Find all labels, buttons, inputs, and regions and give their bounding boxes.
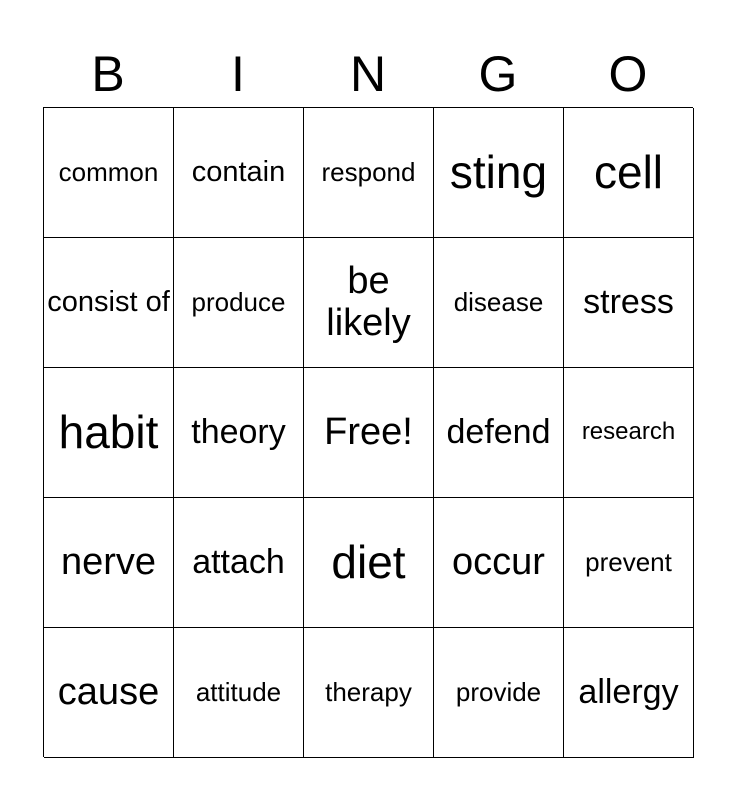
header-letter-b: B [91, 46, 125, 102]
bingo-cell-research[interactable]: research [564, 368, 694, 498]
bingo-cell-theory[interactable]: theory [174, 368, 304, 498]
bingo-cell-nerve[interactable]: nerve [44, 498, 174, 628]
bingo-header [43, 40, 693, 108]
bingo-cell-occur[interactable]: occur [434, 498, 564, 628]
bingo-cell-common[interactable]: common [44, 108, 174, 238]
header-letter-i: I [231, 46, 245, 102]
bingo-cell-habit[interactable]: habit [44, 368, 174, 498]
bingo-cell-be-likely[interactable]: be likely [304, 238, 434, 368]
bingo-cell-cell[interactable]: cell [564, 108, 694, 238]
bingo-cell-produce[interactable]: produce [174, 238, 304, 368]
bingo-cell-diet[interactable]: diet [304, 498, 434, 628]
header-letter-n: N [349, 46, 387, 102]
bingo-cell-sting[interactable]: sting [434, 108, 564, 238]
bingo-cell-defend[interactable]: defend [434, 368, 564, 498]
bingo-cell-attach[interactable]: attach [174, 498, 304, 628]
bingo-cell-stress[interactable]: stress [564, 238, 694, 368]
bingo-cell-disease[interactable]: disease [434, 238, 564, 368]
bingo-cell-provide[interactable]: provide [434, 628, 564, 758]
bingo-cell-free[interactable]: Free! [304, 368, 434, 498]
bingo-cell-consist-of[interactable]: consist of [44, 238, 174, 368]
bingo-cell-respond[interactable]: respond [304, 108, 434, 238]
header-letter-g: G [478, 46, 518, 102]
header-letter-o: O [608, 46, 648, 102]
bingo-cell-cause[interactable]: cause [44, 628, 174, 758]
bingo-cell-contain[interactable]: contain [174, 108, 304, 238]
bingo-grid [43, 107, 693, 757]
bingo-cell-prevent[interactable]: prevent [564, 498, 694, 628]
bingo-cell-attitude[interactable]: attitude [174, 628, 304, 758]
bingo-cell-therapy[interactable]: therapy [304, 628, 434, 758]
bingo-cell-allergy[interactable]: allergy [564, 628, 694, 758]
